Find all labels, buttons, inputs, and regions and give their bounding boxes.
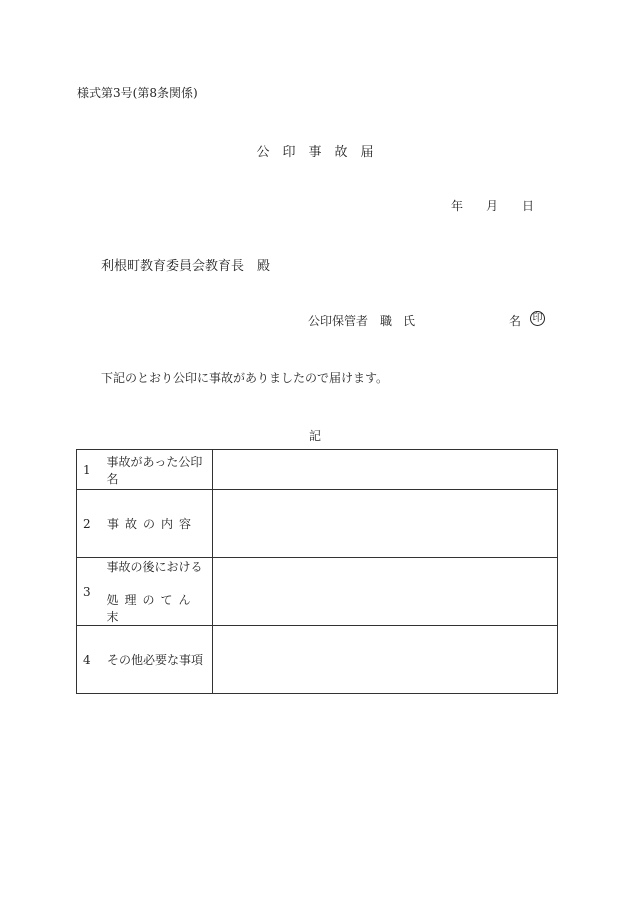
row-label-cell [77, 626, 213, 694]
row-label-line-2: 処理のてん末 [106, 593, 197, 624]
form-number: 様式第3号(第8条関係) [77, 86, 198, 100]
row-number: 4 [83, 652, 91, 667]
seal-holder-given-name-label: 名 [509, 314, 522, 328]
row-number: 2 [83, 516, 91, 531]
seal-holder-family-name-label: 氏 [403, 314, 416, 328]
date-day-label: 日 [522, 199, 535, 213]
addressee: 利根町教育委員会教育長 殿 [101, 259, 271, 274]
other-matters-value-cell[interactable] [213, 626, 558, 694]
seal-stamp-icon: 印 [530, 311, 545, 326]
row-label: その他必要な事項 [107, 653, 204, 667]
table-row [77, 558, 558, 626]
incident-detail-value-cell[interactable] [213, 490, 558, 558]
row-label-line-1: 事故の後における [106, 560, 203, 574]
date-month-label: 月 [486, 199, 499, 213]
row-number: 3 [83, 584, 91, 599]
report-table [76, 449, 558, 694]
table-row [77, 450, 558, 490]
table-row [77, 490, 558, 558]
row-label-cell [77, 490, 213, 558]
row-label: 事故の内容 [107, 517, 198, 531]
ki-heading: 記 [308, 429, 321, 443]
table-row [77, 626, 558, 694]
row-label: 事故があった公印名 [106, 454, 203, 486]
seal-holder-post-label: 職 [380, 314, 393, 328]
row-label-cell [77, 450, 213, 490]
intro-statement: 下記のとおり公印に事故がありましたので届けます。 [101, 371, 389, 385]
row-label-cell [77, 558, 213, 626]
seal-holder-label: 公印保管者 [308, 314, 369, 328]
document-title: 公 印 事 故 届 [256, 145, 374, 160]
date-year-label: 年 [451, 199, 464, 213]
row-number: 1 [83, 462, 91, 477]
post-incident-handling-value-cell[interactable] [213, 558, 558, 626]
sealname-value-cell[interactable] [213, 450, 558, 490]
